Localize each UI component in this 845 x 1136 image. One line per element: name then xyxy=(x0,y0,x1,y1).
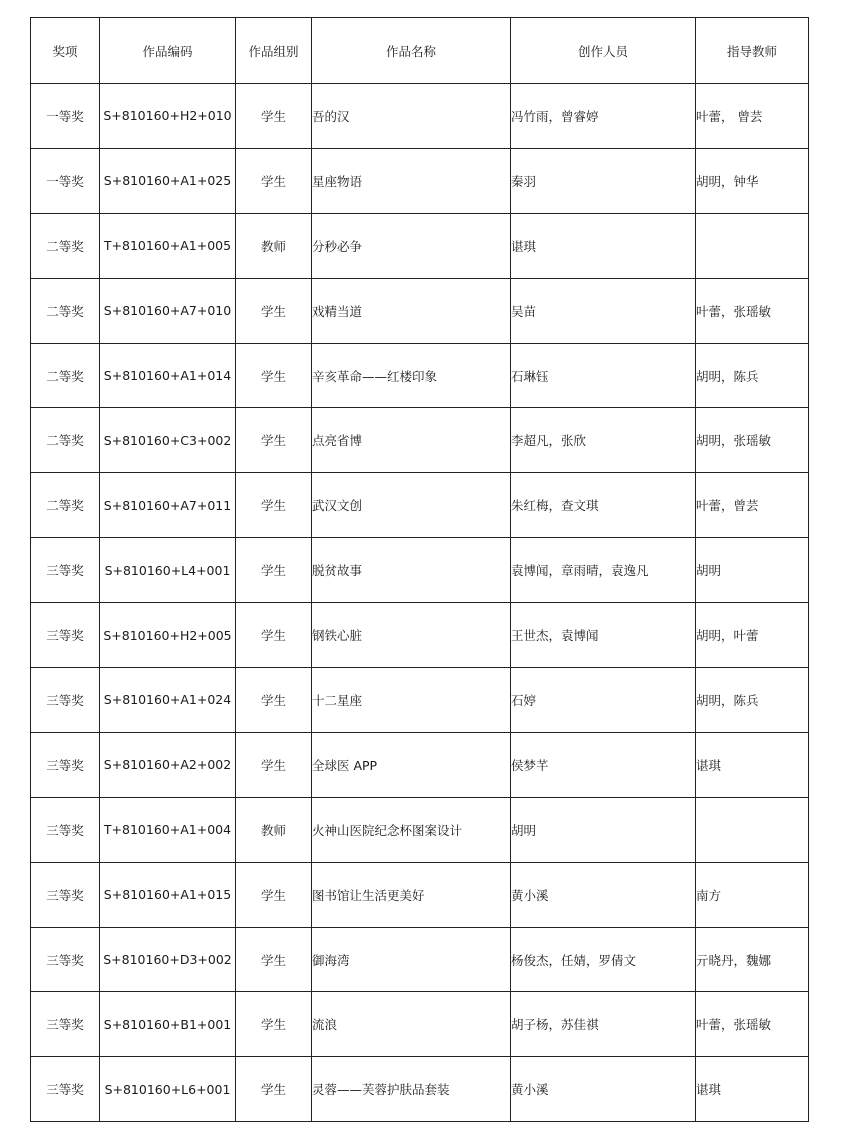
code-cell: S+810160+A7+011 xyxy=(100,473,236,538)
header-creators: 创作人员 xyxy=(511,18,696,84)
group-cell: 教师 xyxy=(236,213,312,278)
award-cell: 二等奖 xyxy=(31,278,100,343)
advisors-cell xyxy=(696,213,809,278)
advisors-cell: 叶蕾，张瑶敏 xyxy=(696,992,809,1057)
code-cell: S+810160+A2+002 xyxy=(100,732,236,797)
table-row xyxy=(31,538,809,603)
group-cell: 学生 xyxy=(236,408,312,473)
award-cell: 二等奖 xyxy=(31,213,100,278)
advisors-cell: 叶蕾，张瑶敏 xyxy=(696,278,809,343)
award-cell: 三等奖 xyxy=(31,732,100,797)
table-row xyxy=(31,668,809,733)
work-name-cell: 钢铁心脏 xyxy=(312,603,511,668)
creators-cell: 谌琪 xyxy=(511,213,696,278)
work-name-cell: 图书馆让生活更美好 xyxy=(312,862,511,927)
work-name-cell: 流浪 xyxy=(312,992,511,1057)
table-row xyxy=(31,278,809,343)
code-cell: S+810160+B1+001 xyxy=(100,992,236,1057)
group-cell: 学生 xyxy=(236,603,312,668)
table-row xyxy=(31,927,809,992)
work-name-cell: 星座物语 xyxy=(312,148,511,213)
group-cell: 教师 xyxy=(236,797,312,862)
award-cell: 三等奖 xyxy=(31,668,100,733)
award-cell: 三等奖 xyxy=(31,603,100,668)
work-name-cell: 戏精当道 xyxy=(312,278,511,343)
group-cell: 学生 xyxy=(236,927,312,992)
group-cell: 学生 xyxy=(236,992,312,1057)
table-row xyxy=(31,213,809,278)
code-cell: S+810160+A1+025 xyxy=(100,148,236,213)
advisors-cell xyxy=(696,797,809,862)
group-cell: 学生 xyxy=(236,84,312,149)
award-cell: 二等奖 xyxy=(31,343,100,408)
work-name-cell: 辛亥革命——红楼印象 xyxy=(312,343,511,408)
creators-cell: 秦羽 xyxy=(511,148,696,213)
group-cell: 学生 xyxy=(236,343,312,408)
header-award: 奖项 xyxy=(31,18,100,84)
award-cell: 二等奖 xyxy=(31,408,100,473)
awards-table xyxy=(30,17,809,1122)
header-code: 作品编码 xyxy=(100,18,236,84)
work-name-cell: 全球医 APP xyxy=(312,732,511,797)
award-cell: 三等奖 xyxy=(31,927,100,992)
group-cell: 学生 xyxy=(236,538,312,603)
code-cell: S+810160+A7+010 xyxy=(100,278,236,343)
work-name-cell: 脱贫故事 xyxy=(312,538,511,603)
header-row xyxy=(31,18,809,84)
table-row xyxy=(31,1057,809,1122)
table-body xyxy=(31,84,809,1122)
table-row xyxy=(31,473,809,538)
creators-cell: 石琳钰 xyxy=(511,343,696,408)
table-header xyxy=(31,18,809,84)
creators-cell: 黄小溪 xyxy=(511,862,696,927)
award-cell: 一等奖 xyxy=(31,84,100,149)
advisors-cell: 亓晓丹，魏娜 xyxy=(696,927,809,992)
award-cell: 三等奖 xyxy=(31,1057,100,1122)
group-cell: 学生 xyxy=(236,732,312,797)
code-cell: S+810160+D3+002 xyxy=(100,927,236,992)
creators-cell: 袁博闻，章雨晴，袁逸凡 xyxy=(511,538,696,603)
code-cell: S+810160+C3+002 xyxy=(100,408,236,473)
header-group: 作品组别 xyxy=(236,18,312,84)
award-cell: 三等奖 xyxy=(31,862,100,927)
award-cell: 三等奖 xyxy=(31,992,100,1057)
table-row xyxy=(31,797,809,862)
code-cell: S+810160+H2+005 xyxy=(100,603,236,668)
creators-cell: 王世杰，袁博闻 xyxy=(511,603,696,668)
creators-cell: 胡子杨，苏佳祺 xyxy=(511,992,696,1057)
work-name-cell: 灵蓉——芙蓉护肤品套装 xyxy=(312,1057,511,1122)
code-cell: S+810160+A1+024 xyxy=(100,668,236,733)
advisors-cell: 胡明，陈兵 xyxy=(696,343,809,408)
creators-cell: 吴苗 xyxy=(511,278,696,343)
work-name-cell: 御海湾 xyxy=(312,927,511,992)
advisors-cell: 谌琪 xyxy=(696,1057,809,1122)
award-cell: 三等奖 xyxy=(31,797,100,862)
code-cell: S+810160+L4+001 xyxy=(100,538,236,603)
advisors-cell: 胡明，陈兵 xyxy=(696,668,809,733)
table-row xyxy=(31,732,809,797)
header-advisors: 指导教师 xyxy=(696,18,809,84)
code-cell: S+810160+H2+010 xyxy=(100,84,236,149)
work-name-cell: 分秒必争 xyxy=(312,213,511,278)
award-cell: 三等奖 xyxy=(31,538,100,603)
award-cell: 一等奖 xyxy=(31,148,100,213)
group-cell: 学生 xyxy=(236,278,312,343)
group-cell: 学生 xyxy=(236,148,312,213)
work-name-cell: 火神山医院纪念杯图案设计 xyxy=(312,797,511,862)
header-name: 作品名称 xyxy=(312,18,511,84)
table-row xyxy=(31,84,809,149)
advisors-cell: 胡明，张瑶敏 xyxy=(696,408,809,473)
group-cell: 学生 xyxy=(236,862,312,927)
table-row xyxy=(31,992,809,1057)
table-row xyxy=(31,343,809,408)
creators-cell: 朱红梅，查文琪 xyxy=(511,473,696,538)
creators-cell: 杨俊杰，任婧，罗倩文 xyxy=(511,927,696,992)
code-cell: S+810160+L6+001 xyxy=(100,1057,236,1122)
group-cell: 学生 xyxy=(236,473,312,538)
advisors-cell: 胡明，钟华 xyxy=(696,148,809,213)
creators-cell: 黄小溪 xyxy=(511,1057,696,1122)
code-cell: T+810160+A1+004 xyxy=(100,797,236,862)
code-cell: S+810160+A1+014 xyxy=(100,343,236,408)
table-row xyxy=(31,148,809,213)
table-row xyxy=(31,603,809,668)
creators-cell: 胡明 xyxy=(511,797,696,862)
work-name-cell: 十二星座 xyxy=(312,668,511,733)
award-cell: 二等奖 xyxy=(31,473,100,538)
advisors-cell: 叶蕾，曾芸 xyxy=(696,473,809,538)
advisors-cell: 胡明，叶蕾 xyxy=(696,603,809,668)
advisors-cell: 谌琪 xyxy=(696,732,809,797)
group-cell: 学生 xyxy=(236,1057,312,1122)
advisors-cell: 南方 xyxy=(696,862,809,927)
advisors-cell: 胡明 xyxy=(696,538,809,603)
advisors-cell: 叶蕾， 曾芸 xyxy=(696,84,809,149)
work-name-cell: 吾的汉 xyxy=(312,84,511,149)
table-row xyxy=(31,862,809,927)
creators-cell: 冯竹雨，曾睿婷 xyxy=(511,84,696,149)
work-name-cell: 点亮省博 xyxy=(312,408,511,473)
creators-cell: 石婷 xyxy=(511,668,696,733)
code-cell: T+810160+A1+005 xyxy=(100,213,236,278)
table-row xyxy=(31,408,809,473)
creators-cell: 李超凡，张欣 xyxy=(511,408,696,473)
work-name-cell: 武汉文创 xyxy=(312,473,511,538)
creators-cell: 侯梦芊 xyxy=(511,732,696,797)
code-cell: S+810160+A1+015 xyxy=(100,862,236,927)
group-cell: 学生 xyxy=(236,668,312,733)
